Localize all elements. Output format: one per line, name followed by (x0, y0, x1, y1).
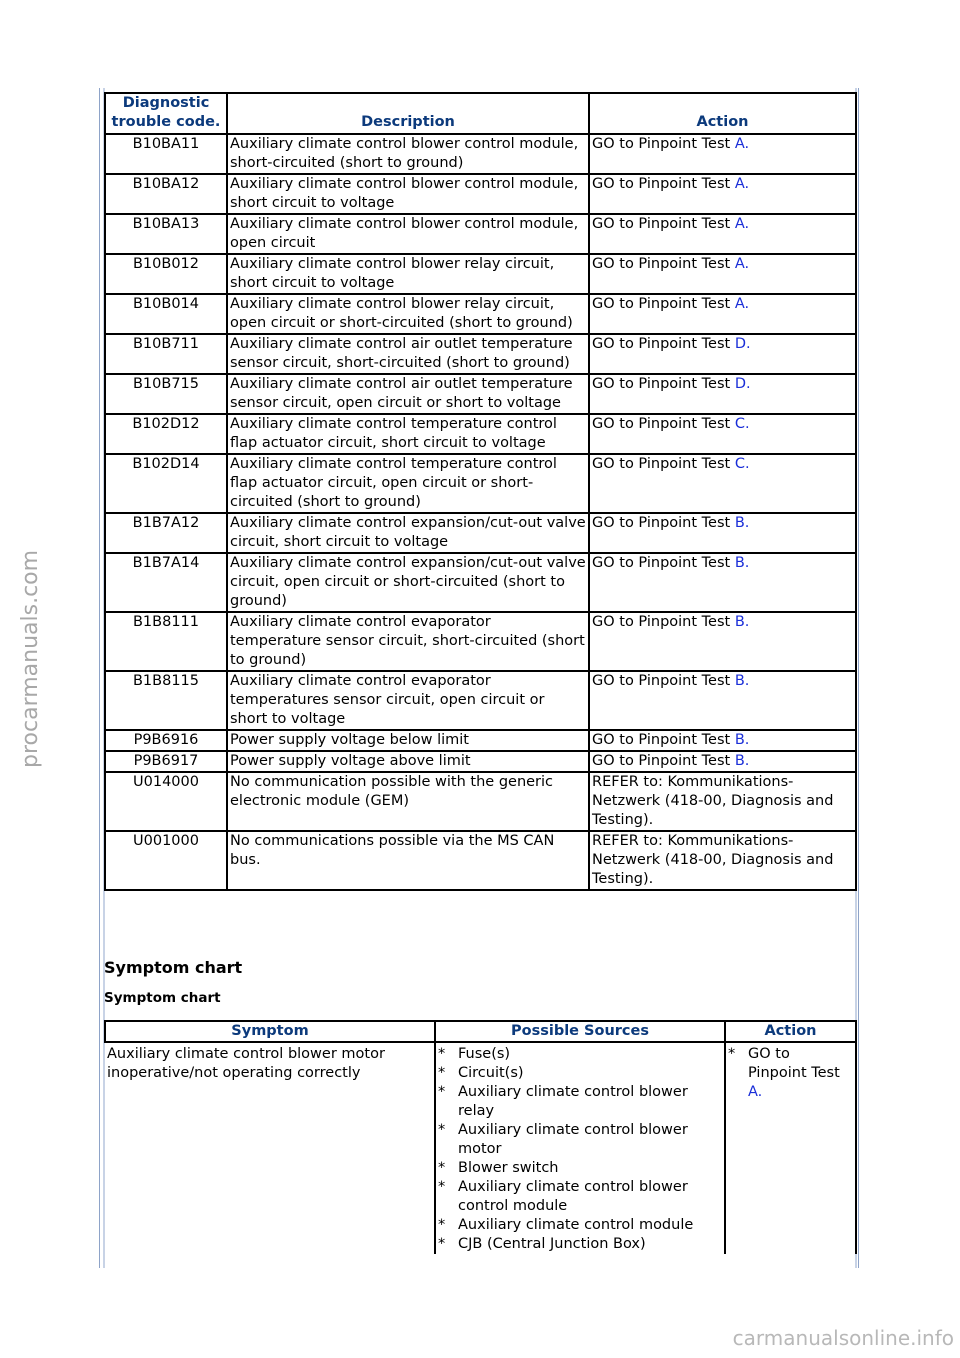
dtc-description: Auxiliary climate control temperature control flap actuator circuit, short circuit to voltage (227, 414, 589, 454)
possible-source-item (438, 1045, 722, 1064)
dtc-action (589, 294, 856, 334)
dtc-description: Auxiliary climate control temperature control flap actuator circuit, open circuit or short-circuited (short to ground) (227, 454, 589, 513)
dtc-code: B102D14 (105, 454, 227, 513)
pinpoint-test-link[interactable]: B. (734, 614, 750, 630)
bullet-star: * (438, 1217, 446, 1233)
bullet-star: * (438, 1065, 446, 1081)
dtc-row (105, 254, 856, 294)
pinpoint-test-link[interactable]: B. (734, 515, 750, 531)
dtc-table-body (105, 134, 856, 890)
dtc-description: Auxiliary climate control blower control module, open circuit (227, 214, 589, 254)
dtc-code: P9B6917 (105, 751, 227, 772)
dtc-action (589, 374, 856, 414)
dtc-action (589, 134, 856, 174)
dtc-action (589, 513, 856, 553)
bullet-star: * (438, 1084, 446, 1100)
bottom-watermark: carmanualsonline.info (732, 1326, 954, 1350)
dtc-description: Auxiliary climate control blower control module, short-circuited (short to ground) (227, 134, 589, 174)
dtc-description: Auxiliary climate control expansion/cut-out valve circuit, short circuit to voltage (227, 513, 589, 553)
dtc-action-text: GO to Pinpoint Test (592, 376, 731, 392)
pinpoint-test-link[interactable]: B. (734, 673, 750, 689)
dtc-code: U014000 (105, 772, 227, 831)
dtc-description: Auxiliary climate control blower control module, short circuit to voltage (227, 174, 589, 214)
dtc-row (105, 454, 856, 513)
pinpoint-test-link[interactable]: D. (734, 376, 751, 392)
dtc-action-text: GO to Pinpoint Test (592, 216, 731, 232)
possible-source-text: CJB (Central Junction Box) (458, 1236, 646, 1252)
dtc-description: Auxiliary climate control blower relay circuit, short circuit to voltage (227, 254, 589, 294)
symptom-row (105, 1042, 856, 1254)
possible-source-text: Auxiliary climate control blower relay (458, 1084, 688, 1119)
bullet-star: * (438, 1160, 446, 1176)
dtc-action-text: GO to Pinpoint Test (592, 176, 731, 192)
dtc-code: B1B8111 (105, 612, 227, 671)
dtc-action (589, 174, 856, 214)
dtc-code: B10B715 (105, 374, 227, 414)
dtc-action-text: GO to Pinpoint Test (592, 296, 731, 312)
dtc-row (105, 374, 856, 414)
pinpoint-test-link[interactable]: A. (734, 296, 750, 312)
dtc-action (589, 831, 856, 890)
pinpoint-test-link[interactable]: A. (734, 256, 750, 272)
dtc-description: Auxiliary climate control air outlet temperature sensor circuit, open circuit or short to voltage (227, 374, 589, 414)
dtc-code: B10BA13 (105, 214, 227, 254)
dtc-row (105, 334, 856, 374)
dtc-row (105, 294, 856, 334)
dtc-row (105, 751, 856, 772)
pinpoint-test-link[interactable]: C. (734, 456, 750, 472)
dtc-row (105, 414, 856, 454)
symptom-header: Symptom (105, 1021, 435, 1042)
dtc-row (105, 671, 856, 730)
possible-source-text: Blower switch (458, 1160, 559, 1176)
symptom-chart-subheading: Symptom chart (104, 990, 221, 1006)
dtc-code: B102D12 (105, 414, 227, 454)
possible-source-item (438, 1083, 722, 1121)
possible-source-item (438, 1121, 722, 1159)
dtc-action-text: GO to Pinpoint Test (592, 673, 731, 689)
dtc-row (105, 612, 856, 671)
possible-source-item (438, 1064, 722, 1083)
dtc-code: B10B711 (105, 334, 227, 374)
dtc-table (104, 92, 857, 891)
dtc-action-text: GO to Pinpoint Test (592, 336, 731, 352)
left-margin-rule (99, 88, 100, 1268)
dtc-description: No communications possible via the MS CAN bus. (227, 831, 589, 890)
dtc-row (105, 772, 856, 831)
pinpoint-test-link[interactable]: C. (734, 416, 750, 432)
symptom-header-row (105, 1021, 856, 1042)
dtc-action-text: GO to Pinpoint Test (592, 614, 731, 630)
possible-source-text: Auxiliary climate control blower motor (458, 1122, 688, 1157)
side-watermark: procarmanuals.com (18, 549, 43, 768)
dtc-description: Power supply voltage below limit (227, 730, 589, 751)
dtc-code: B10B012 (105, 254, 227, 294)
bullet-star: * (438, 1236, 446, 1252)
dtc-action-text: REFER to: Kommunikations-Netzwerk (418-00, Diagnosis and Testing). (592, 833, 834, 887)
possible-source-item (438, 1235, 722, 1254)
dtc-description: Auxiliary climate control evaporator temperature sensor circuit, short-circuited (short to ground) (227, 612, 589, 671)
pinpoint-test-link[interactable]: A. (748, 1084, 763, 1100)
symptom-action-cell (725, 1042, 856, 1254)
symptom-action-header: Action (725, 1021, 856, 1042)
dtc-row (105, 730, 856, 751)
dtc-action (589, 751, 856, 772)
pinpoint-test-link[interactable]: A. (734, 136, 750, 152)
dtc-action-text: GO to Pinpoint Test (592, 753, 731, 769)
dtc-description: Auxiliary climate control expansion/cut-out valve circuit, open circuit or short-circuited (short to ground) (227, 553, 589, 612)
bullet-star: * (728, 1046, 736, 1062)
symptom-chart-heading: Symptom chart (104, 958, 243, 977)
dtc-action-text: GO to Pinpoint Test (592, 256, 731, 272)
dtc-action-text: GO to Pinpoint Test (592, 416, 731, 432)
possible-source-item (438, 1216, 722, 1235)
dtc-code: B10BA11 (105, 134, 227, 174)
dtc-description: Auxiliary climate control blower relay circuit, open circuit or short-circuited (short to ground) (227, 294, 589, 334)
bullet-star: * (438, 1122, 446, 1138)
pinpoint-test-link[interactable]: D. (734, 336, 751, 352)
possible-sources-cell (435, 1042, 725, 1254)
symptom-action-item (728, 1045, 853, 1102)
dtc-action-header: Action (589, 93, 856, 134)
bullet-star: * (438, 1046, 446, 1062)
pinpoint-test-link[interactable]: B. (734, 555, 750, 571)
dtc-action-text: GO to Pinpoint Test (592, 732, 731, 748)
dtc-code: B10BA12 (105, 174, 227, 214)
symptom-cell: Auxiliary climate control blower motor inoperative/not operating correctly (105, 1042, 435, 1254)
dtc-code: B1B8115 (105, 671, 227, 730)
possible-source-item (438, 1178, 722, 1216)
possible-source-text: Fuse(s) (458, 1046, 511, 1062)
dtc-row (105, 553, 856, 612)
dtc-action (589, 334, 856, 374)
dtc-row (105, 831, 856, 890)
right-margin-rule (858, 88, 859, 1268)
symptom-table (104, 1020, 857, 1254)
pinpoint-test-link[interactable]: A. (734, 176, 750, 192)
dtc-action-text: GO to Pinpoint Test (592, 515, 731, 531)
possible-source-text: Auxiliary climate control module (458, 1217, 694, 1233)
possible-sources-header: Possible Sources (435, 1021, 725, 1042)
dtc-action (589, 214, 856, 254)
dtc-action-text: GO to Pinpoint Test (592, 456, 731, 472)
dtc-code-header: Diagnostic trouble code. (105, 93, 227, 134)
possible-sources-list (438, 1045, 722, 1254)
dtc-description: Auxiliary climate control air outlet temperature sensor circuit, short-circuited (short to ground) (227, 334, 589, 374)
dtc-action (589, 671, 856, 730)
possible-source-item (438, 1159, 722, 1178)
dtc-action-text: GO to Pinpoint Test (592, 555, 731, 571)
dtc-description-header: Description (227, 93, 589, 134)
possible-source-text: Auxiliary climate control blower control module (458, 1179, 688, 1214)
dtc-row (105, 214, 856, 254)
dtc-action (589, 612, 856, 671)
possible-source-text: Circuit(s) (458, 1065, 524, 1081)
dtc-code: B1B7A12 (105, 513, 227, 553)
dtc-row (105, 513, 856, 553)
dtc-description: No communication possible with the generic electronic module (GEM) (227, 772, 589, 831)
pinpoint-test-link[interactable]: B. (734, 732, 750, 748)
dtc-row (105, 134, 856, 174)
dtc-code: B1B7A14 (105, 553, 227, 612)
pinpoint-test-link[interactable]: A. (734, 216, 750, 232)
dtc-action-text: GO to Pinpoint Test (592, 136, 731, 152)
dtc-description: Power supply voltage above limit (227, 751, 589, 772)
dtc-action (589, 254, 856, 294)
dtc-action (589, 414, 856, 454)
dtc-code: P9B6916 (105, 730, 227, 751)
dtc-description: Auxiliary climate control evaporator temperatures sensor circuit, open circuit or short to voltage (227, 671, 589, 730)
dtc-action (589, 454, 856, 513)
symptom-action-text: GO to Pinpoint Test (748, 1046, 840, 1081)
dtc-header-row (105, 93, 856, 134)
dtc-action (589, 730, 856, 751)
bullet-star: * (438, 1179, 446, 1195)
dtc-code: B10B014 (105, 294, 227, 334)
dtc-row (105, 174, 856, 214)
dtc-action (589, 553, 856, 612)
pinpoint-test-link[interactable]: B. (734, 753, 750, 769)
dtc-action-text: REFER to: Kommunikations-Netzwerk (418-00, Diagnosis and Testing). (592, 774, 834, 828)
dtc-code: U001000 (105, 831, 227, 890)
dtc-action (589, 772, 856, 831)
